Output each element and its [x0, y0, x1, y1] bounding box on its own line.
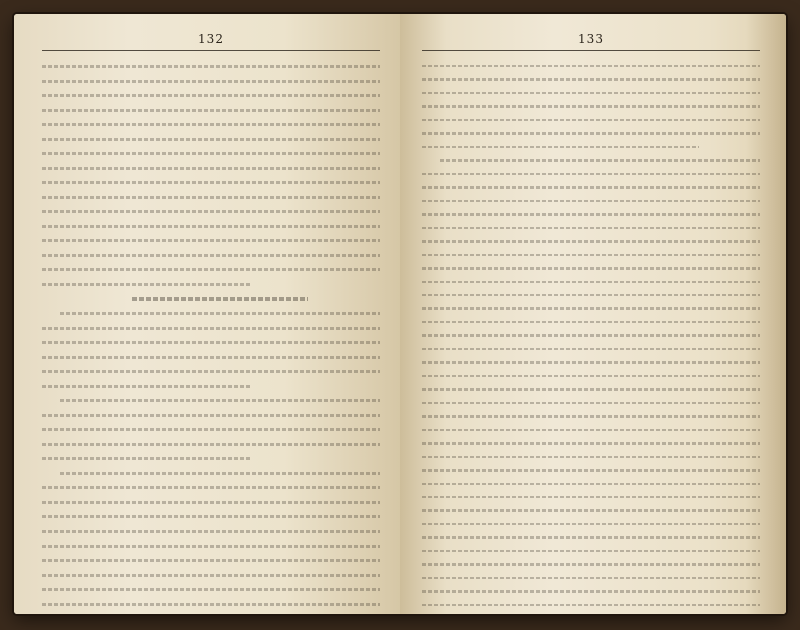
text-line [60, 308, 380, 316]
text-line [42, 76, 380, 84]
text-line [422, 465, 760, 471]
text-line [422, 330, 760, 336]
text-line [42, 105, 380, 113]
text-line [42, 250, 380, 258]
text-line [422, 236, 760, 242]
text-line [422, 357, 760, 363]
text-line [42, 570, 380, 578]
text-line [422, 169, 760, 175]
text-line [42, 453, 252, 461]
text-line [422, 303, 760, 309]
text-line [42, 337, 380, 345]
text-line [42, 526, 380, 534]
text-line [422, 250, 760, 256]
text-line [42, 424, 380, 432]
text-line [422, 182, 760, 188]
text-line [422, 586, 760, 592]
text-line [132, 294, 308, 302]
text-line [422, 101, 760, 107]
text-line [42, 148, 380, 156]
text-line [42, 439, 380, 447]
text-line [42, 366, 380, 374]
left-page [14, 14, 400, 614]
text-line [422, 209, 760, 215]
text-line [42, 221, 380, 229]
text-line [422, 559, 760, 565]
text-line [42, 235, 380, 243]
text-line [42, 511, 380, 519]
text-line [422, 573, 760, 579]
text-line [422, 600, 760, 606]
text-line [422, 344, 760, 350]
text-line [42, 279, 252, 287]
text-line [42, 381, 252, 389]
text-line [422, 425, 760, 431]
text-line [422, 479, 760, 485]
text-line [42, 206, 380, 214]
text-line [422, 384, 760, 390]
text-line [422, 263, 760, 269]
text-line [42, 177, 380, 185]
text-line [42, 352, 380, 360]
text-line [422, 546, 760, 552]
right-text-block [422, 61, 760, 606]
text-line [42, 497, 380, 505]
text-line [422, 411, 760, 417]
text-line [422, 452, 760, 458]
right-page [400, 14, 786, 614]
right-header-rule [422, 50, 760, 51]
text-line [42, 192, 380, 200]
text-line [42, 61, 380, 69]
text-line [422, 128, 760, 134]
text-line [42, 134, 380, 142]
text-line [440, 155, 760, 161]
text-line [42, 599, 380, 606]
text-line [422, 438, 760, 444]
right-page-number: 133 [578, 32, 604, 46]
text-line [422, 88, 760, 94]
text-line [42, 410, 380, 418]
text-line [422, 277, 760, 283]
text-line [422, 115, 760, 121]
text-line [422, 317, 760, 323]
text-line [42, 90, 380, 98]
text-line [422, 398, 760, 404]
text-line [42, 482, 380, 490]
text-line [42, 264, 380, 272]
left-page-number: 132 [198, 32, 224, 46]
text-line [422, 61, 760, 67]
text-line [422, 74, 760, 80]
text-line [422, 196, 760, 202]
text-line [42, 541, 380, 549]
book-spread [14, 14, 786, 614]
text-line [42, 163, 380, 171]
left-text-block [42, 61, 380, 606]
text-line [422, 492, 760, 498]
text-line [42, 119, 380, 127]
text-line [422, 142, 699, 148]
text-line [422, 223, 760, 229]
text-line [42, 584, 380, 592]
text-line [422, 532, 760, 538]
text-line [42, 323, 380, 331]
text-line [60, 468, 380, 476]
text-line [422, 371, 760, 377]
text-line [422, 519, 760, 525]
text-line [422, 505, 760, 511]
text-line [422, 290, 760, 296]
text-line [60, 395, 380, 403]
left-header-rule [42, 50, 380, 51]
text-line [42, 555, 380, 563]
